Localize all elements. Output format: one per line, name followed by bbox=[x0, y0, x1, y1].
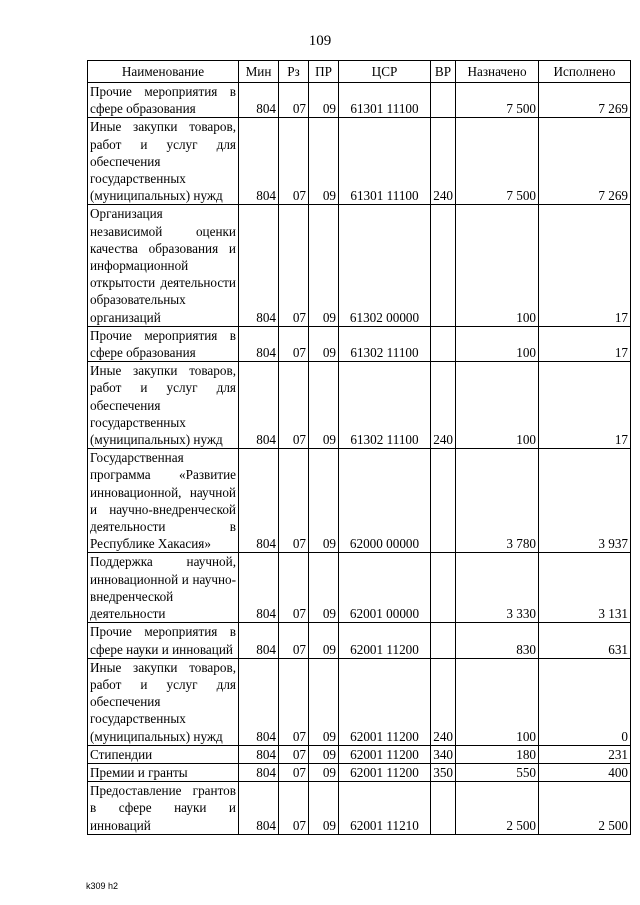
table-row bbox=[88, 658, 631, 745]
row-rz: 07 bbox=[279, 553, 309, 623]
row-name: Государственная программа «Развитие инновационной, научной и научно-внедренческой деятельности в Республике Хакасия» bbox=[88, 449, 239, 553]
table-row bbox=[88, 449, 631, 553]
row-rz: 07 bbox=[279, 118, 309, 205]
row-csr: 61302 11100 bbox=[339, 362, 431, 449]
table-row bbox=[88, 326, 631, 361]
row-vr: 240 bbox=[431, 658, 456, 745]
header-vr: ВР bbox=[431, 61, 456, 83]
row-vr bbox=[431, 83, 456, 118]
row-csr: 62001 11200 bbox=[339, 745, 431, 763]
row-assigned: 550 bbox=[456, 763, 539, 781]
row-name: Стипендии bbox=[88, 745, 239, 763]
row-vr bbox=[431, 326, 456, 361]
table-row bbox=[88, 553, 631, 623]
row-assigned: 2 500 bbox=[456, 782, 539, 835]
header-min: Мин bbox=[239, 61, 279, 83]
row-vr bbox=[431, 623, 456, 658]
row-pr: 09 bbox=[309, 658, 339, 745]
table-header-row bbox=[88, 61, 631, 83]
row-min: 804 bbox=[239, 362, 279, 449]
row-rz: 07 bbox=[279, 623, 309, 658]
row-name: Премии и гранты bbox=[88, 763, 239, 781]
table-row bbox=[88, 763, 631, 781]
row-rz: 07 bbox=[279, 362, 309, 449]
row-name: Иные закупки товаров, работ и услуг для обеспечения государственных (муниципальных) нужд bbox=[88, 362, 239, 449]
table-row bbox=[88, 83, 631, 118]
row-min: 804 bbox=[239, 205, 279, 326]
row-assigned: 100 bbox=[456, 326, 539, 361]
row-rz: 07 bbox=[279, 763, 309, 781]
header-rz: Рз bbox=[279, 61, 309, 83]
table-row bbox=[88, 362, 631, 449]
row-assigned: 100 bbox=[456, 658, 539, 745]
row-min: 804 bbox=[239, 745, 279, 763]
header-csr: ЦСР bbox=[339, 61, 431, 83]
row-rz: 07 bbox=[279, 83, 309, 118]
row-executed: 3 131 bbox=[539, 553, 631, 623]
row-executed: 7 269 bbox=[539, 83, 631, 118]
row-name: Прочие мероприятия в сфере образования bbox=[88, 83, 239, 118]
row-name: Предоставление грантов в сфере науки и инноваций bbox=[88, 782, 239, 835]
row-vr bbox=[431, 782, 456, 835]
row-pr: 09 bbox=[309, 745, 339, 763]
row-executed: 400 bbox=[539, 763, 631, 781]
row-executed: 17 bbox=[539, 205, 631, 326]
row-executed: 17 bbox=[539, 326, 631, 361]
footer-code: k309 h2 bbox=[86, 881, 119, 891]
row-csr: 61301 11100 bbox=[339, 118, 431, 205]
row-pr: 09 bbox=[309, 118, 339, 205]
row-executed: 2 500 bbox=[539, 782, 631, 835]
row-executed: 0 bbox=[539, 658, 631, 745]
table-row bbox=[88, 205, 631, 326]
row-pr: 09 bbox=[309, 449, 339, 553]
row-vr bbox=[431, 553, 456, 623]
row-executed: 3 937 bbox=[539, 449, 631, 553]
row-pr: 09 bbox=[309, 763, 339, 781]
row-min: 804 bbox=[239, 83, 279, 118]
row-vr: 240 bbox=[431, 118, 456, 205]
row-csr: 62001 11200 bbox=[339, 658, 431, 745]
header-name: Наименование bbox=[88, 61, 239, 83]
row-csr: 61302 00000 bbox=[339, 205, 431, 326]
row-name: Организация независимой оценки качества образования и информационной открытости деятельности образовательных организаций bbox=[88, 205, 239, 326]
row-vr: 350 bbox=[431, 763, 456, 781]
row-csr: 62001 11200 bbox=[339, 763, 431, 781]
row-csr: 62000 00000 bbox=[339, 449, 431, 553]
budget-table bbox=[87, 60, 631, 835]
row-pr: 09 bbox=[309, 553, 339, 623]
row-executed: 231 bbox=[539, 745, 631, 763]
row-name: Поддержка научной, инновационной и научно-внедренческой деятельности bbox=[88, 553, 239, 623]
row-pr: 09 bbox=[309, 205, 339, 326]
row-rz: 07 bbox=[279, 658, 309, 745]
row-min: 804 bbox=[239, 553, 279, 623]
table-row bbox=[88, 623, 631, 658]
row-csr: 61301 11100 bbox=[339, 83, 431, 118]
header-assigned: Назначено bbox=[456, 61, 539, 83]
row-assigned: 100 bbox=[456, 362, 539, 449]
table-row bbox=[88, 745, 631, 763]
table-row bbox=[88, 118, 631, 205]
header-pr: ПР bbox=[309, 61, 339, 83]
row-name: Иные закупки товаров, работ и услуг для обеспечения государственных (муниципальных) нужд bbox=[88, 118, 239, 205]
row-assigned: 180 bbox=[456, 745, 539, 763]
row-rz: 07 bbox=[279, 745, 309, 763]
row-rz: 07 bbox=[279, 782, 309, 835]
row-pr: 09 bbox=[309, 623, 339, 658]
page-number: 109 bbox=[308, 33, 332, 49]
row-executed: 631 bbox=[539, 623, 631, 658]
table-row bbox=[88, 782, 631, 835]
row-rz: 07 bbox=[279, 449, 309, 553]
row-csr: 61302 11100 bbox=[339, 326, 431, 361]
row-min: 804 bbox=[239, 326, 279, 361]
row-rz: 07 bbox=[279, 205, 309, 326]
row-vr: 240 bbox=[431, 362, 456, 449]
row-csr: 62001 00000 bbox=[339, 553, 431, 623]
row-min: 804 bbox=[239, 658, 279, 745]
row-vr bbox=[431, 449, 456, 553]
row-assigned: 100 bbox=[456, 205, 539, 326]
row-assigned: 7 500 bbox=[456, 83, 539, 118]
row-pr: 09 bbox=[309, 782, 339, 835]
row-assigned: 3 780 bbox=[456, 449, 539, 553]
row-executed: 17 bbox=[539, 362, 631, 449]
row-executed: 7 269 bbox=[539, 118, 631, 205]
row-name: Прочие мероприятия в сфере науки и инноваций bbox=[88, 623, 239, 658]
row-min: 804 bbox=[239, 623, 279, 658]
row-assigned: 7 500 bbox=[456, 118, 539, 205]
row-vr bbox=[431, 205, 456, 326]
row-assigned: 3 330 bbox=[456, 553, 539, 623]
row-pr: 09 bbox=[309, 362, 339, 449]
row-name: Прочие мероприятия в сфере образования bbox=[88, 326, 239, 361]
row-pr: 09 bbox=[309, 326, 339, 361]
header-executed: Исполнено bbox=[539, 61, 631, 83]
row-min: 804 bbox=[239, 763, 279, 781]
row-csr: 62001 11200 bbox=[339, 623, 431, 658]
row-min: 804 bbox=[239, 449, 279, 553]
row-min: 804 bbox=[239, 118, 279, 205]
row-csr: 62001 11210 bbox=[339, 782, 431, 835]
row-min: 804 bbox=[239, 782, 279, 835]
row-assigned: 830 bbox=[456, 623, 539, 658]
row-rz: 07 bbox=[279, 326, 309, 361]
row-name: Иные закупки товаров, работ и услуг для обеспечения государственных (муниципальных) нужд bbox=[88, 658, 239, 745]
row-vr: 340 bbox=[431, 745, 456, 763]
row-pr: 09 bbox=[309, 83, 339, 118]
